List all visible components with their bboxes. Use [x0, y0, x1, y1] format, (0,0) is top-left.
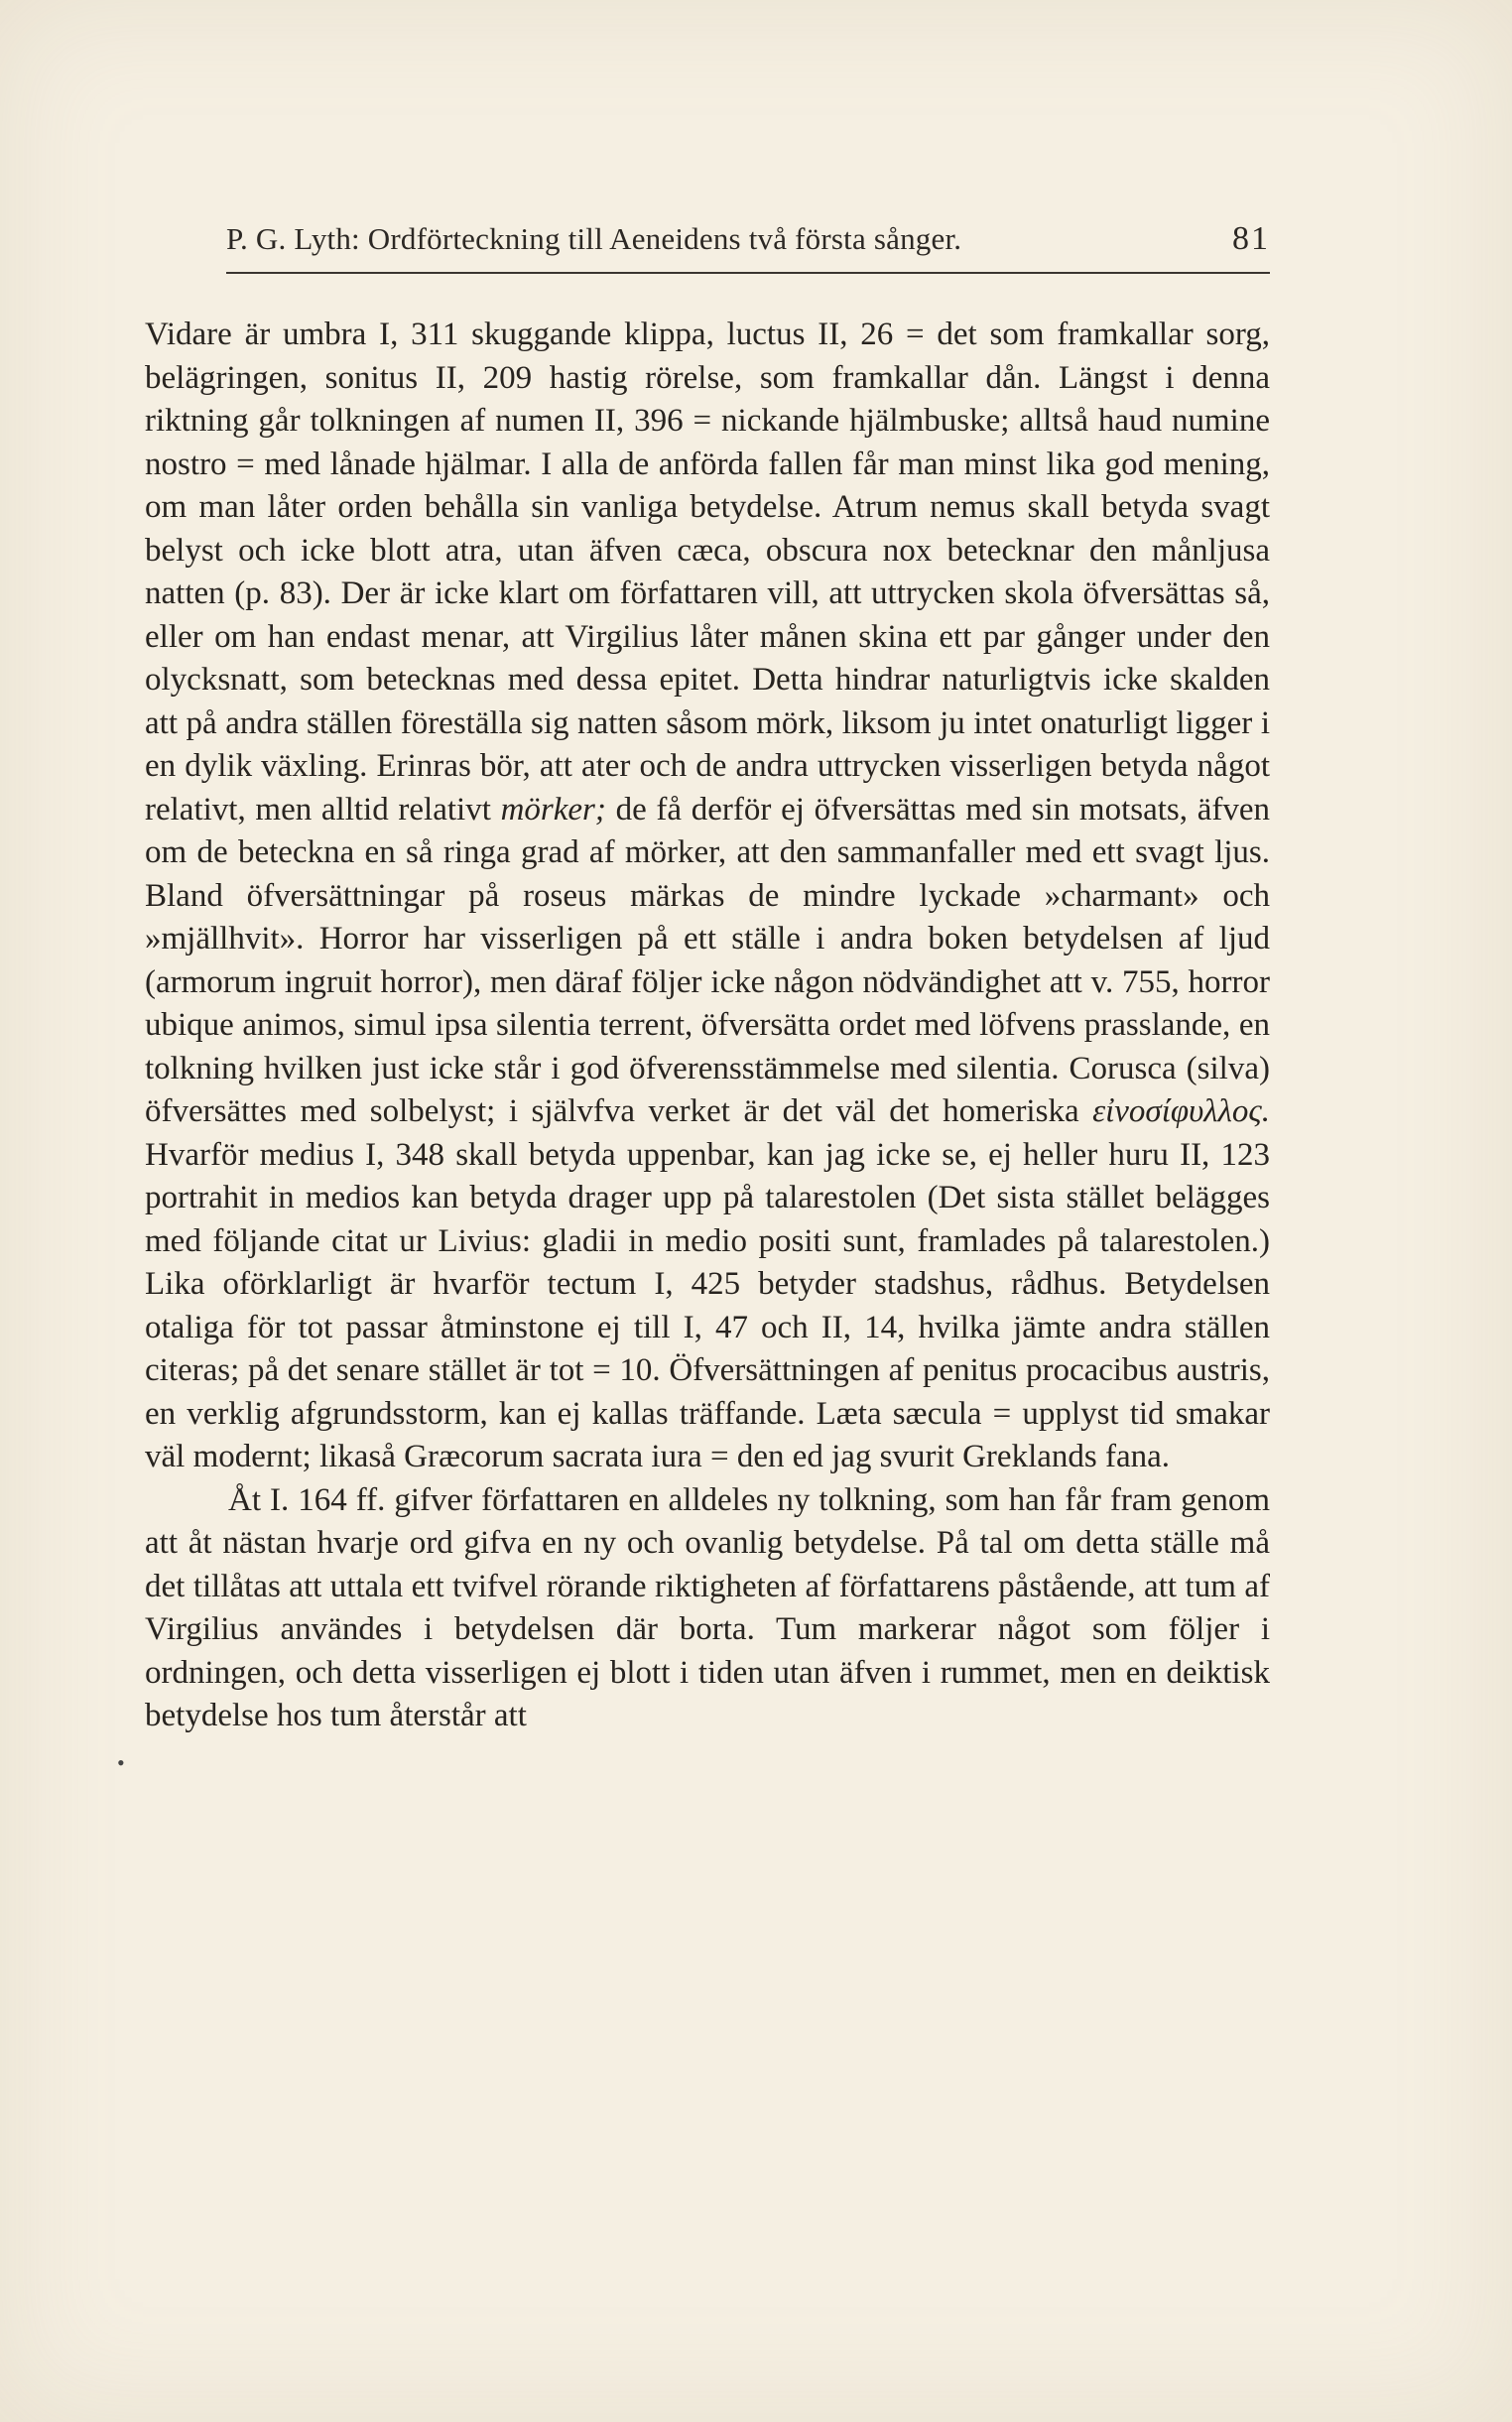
paragraph-1-italic-morker: mörker; — [500, 791, 606, 828]
paragraph-1-segment-1: Vidare är umbra I, 311 skuggande klippa, luctus II, 26 = det som framkallar sorg, belägringen, sonitus II, 209 hastig rörelse, som framkallar dån. Längst i denna riktning går tolkningen af numen II, 396 = nickande hjälmbuske; alltså haud numine nostro = med lånade hjälmar. I alla de anförda fallen får man minst lika god mening, om man låter orden behålla sin vanliga betydelse. Atrum nemus skall betyda svagt belyst och icke blott atra, utan äfven cæca, obscura nox betecknar den månljusa natten (p. 83). Der är icke klart om författaren vill, att uttrycken skola öfversättas så, eller om han endast menar, att Virgilius låter månen skina ett par gånger under den olycksnatt, som betecknas med dessa epitet. Detta hindrar naturligtvis icke skalden att på andra ställen föreställa sig natten såsom mörk, liksom ju intet onaturligt ligger i en dylik växling. Erinras bör, att ater och de andra uttrycken visserligen betyda något relativt, men alltid relativt — [145, 317, 1270, 828]
header-title: P. G. Lyth: Ordförteckning till Aeneidens två första sånger. — [226, 221, 962, 256]
body-text — [145, 314, 1270, 1738]
paragraph-2-segment-1: Åt I. 164 ff. gifver författaren en alldeles ny tolkning, som han får fram genom att åt nästan hvarje ord gifva en ny och ovanlig betydelse. På tal om detta ställe må det tillåtas att uttala ett tvifvel rörande riktigheten af författarens påstående, att tum af Virgilius användes i betydelsen där borta. Tum markerar något som följer i ordningen, och detta visserligen ej blott i tiden utan äfven i rummet, men en deiktisk betydelse hos tum återstår att — [145, 1481, 1270, 1733]
running-header — [226, 220, 1270, 274]
paragraph-2 — [145, 1479, 1270, 1738]
margin-mark: • — [117, 1750, 125, 1775]
paragraph-1 — [145, 314, 1270, 1479]
paragraph-1-greek-word: εἰνοσίφυλλος. — [1092, 1093, 1270, 1129]
paragraph-1-segment-3: de få derför ej öfversättas med sin motsats, äfven om de beteckna en så ringa grad af mörker, att den sammanfaller med ett svagt ljus. Bland öfversättningar på roseus märkas de mindre lyckade »charmant» och »mjällhvit». Horror har visserligen på ett ställe i andra boken betydelsen af ljud (armorum ingruit horror), men däraf följer icke någon nödvändighet att v. 755, horror ubique animos, simul ipsa silentia terrent, öfversätta ordet med löfvens prasslande, en tolkning hvilken just icke står i god öfverensstämmelse med silentia. Corusca (silva) öfversättes med solbelyst; i självfva verket är det väl det homeriska — [145, 791, 1270, 1129]
paragraph-1-segment-5: Hvarför medius I, 348 skall betyda uppenbar, kan jag icke se, ej heller huru II, 123 portrahit in medios kan betyda drager upp på talarestolen (Det sista stället belägges med följande citat ur Livius: gladii in medio positi sunt, framlades på talarestolen.) Lika oförklarligt är hvarför tectum I, 425 betyder stadshus, rådhus. Betydelsen otaliga för tot passar åtminstone ej till I, 47 och II, 14, hvilka jämte andra ställen citeras; på det senare stället är tot = 10. Öfversättningen af penitus procacibus austris, en verklig afgrundsstorm, kan ej kallas träffande. Læta sæcula = upplyst tid smakar väl modernt; likaså Græcorum sacrata iura = den ed jag svurit Greklands fana. — [145, 1136, 1270, 1474]
page-number: 81 — [1232, 220, 1270, 257]
